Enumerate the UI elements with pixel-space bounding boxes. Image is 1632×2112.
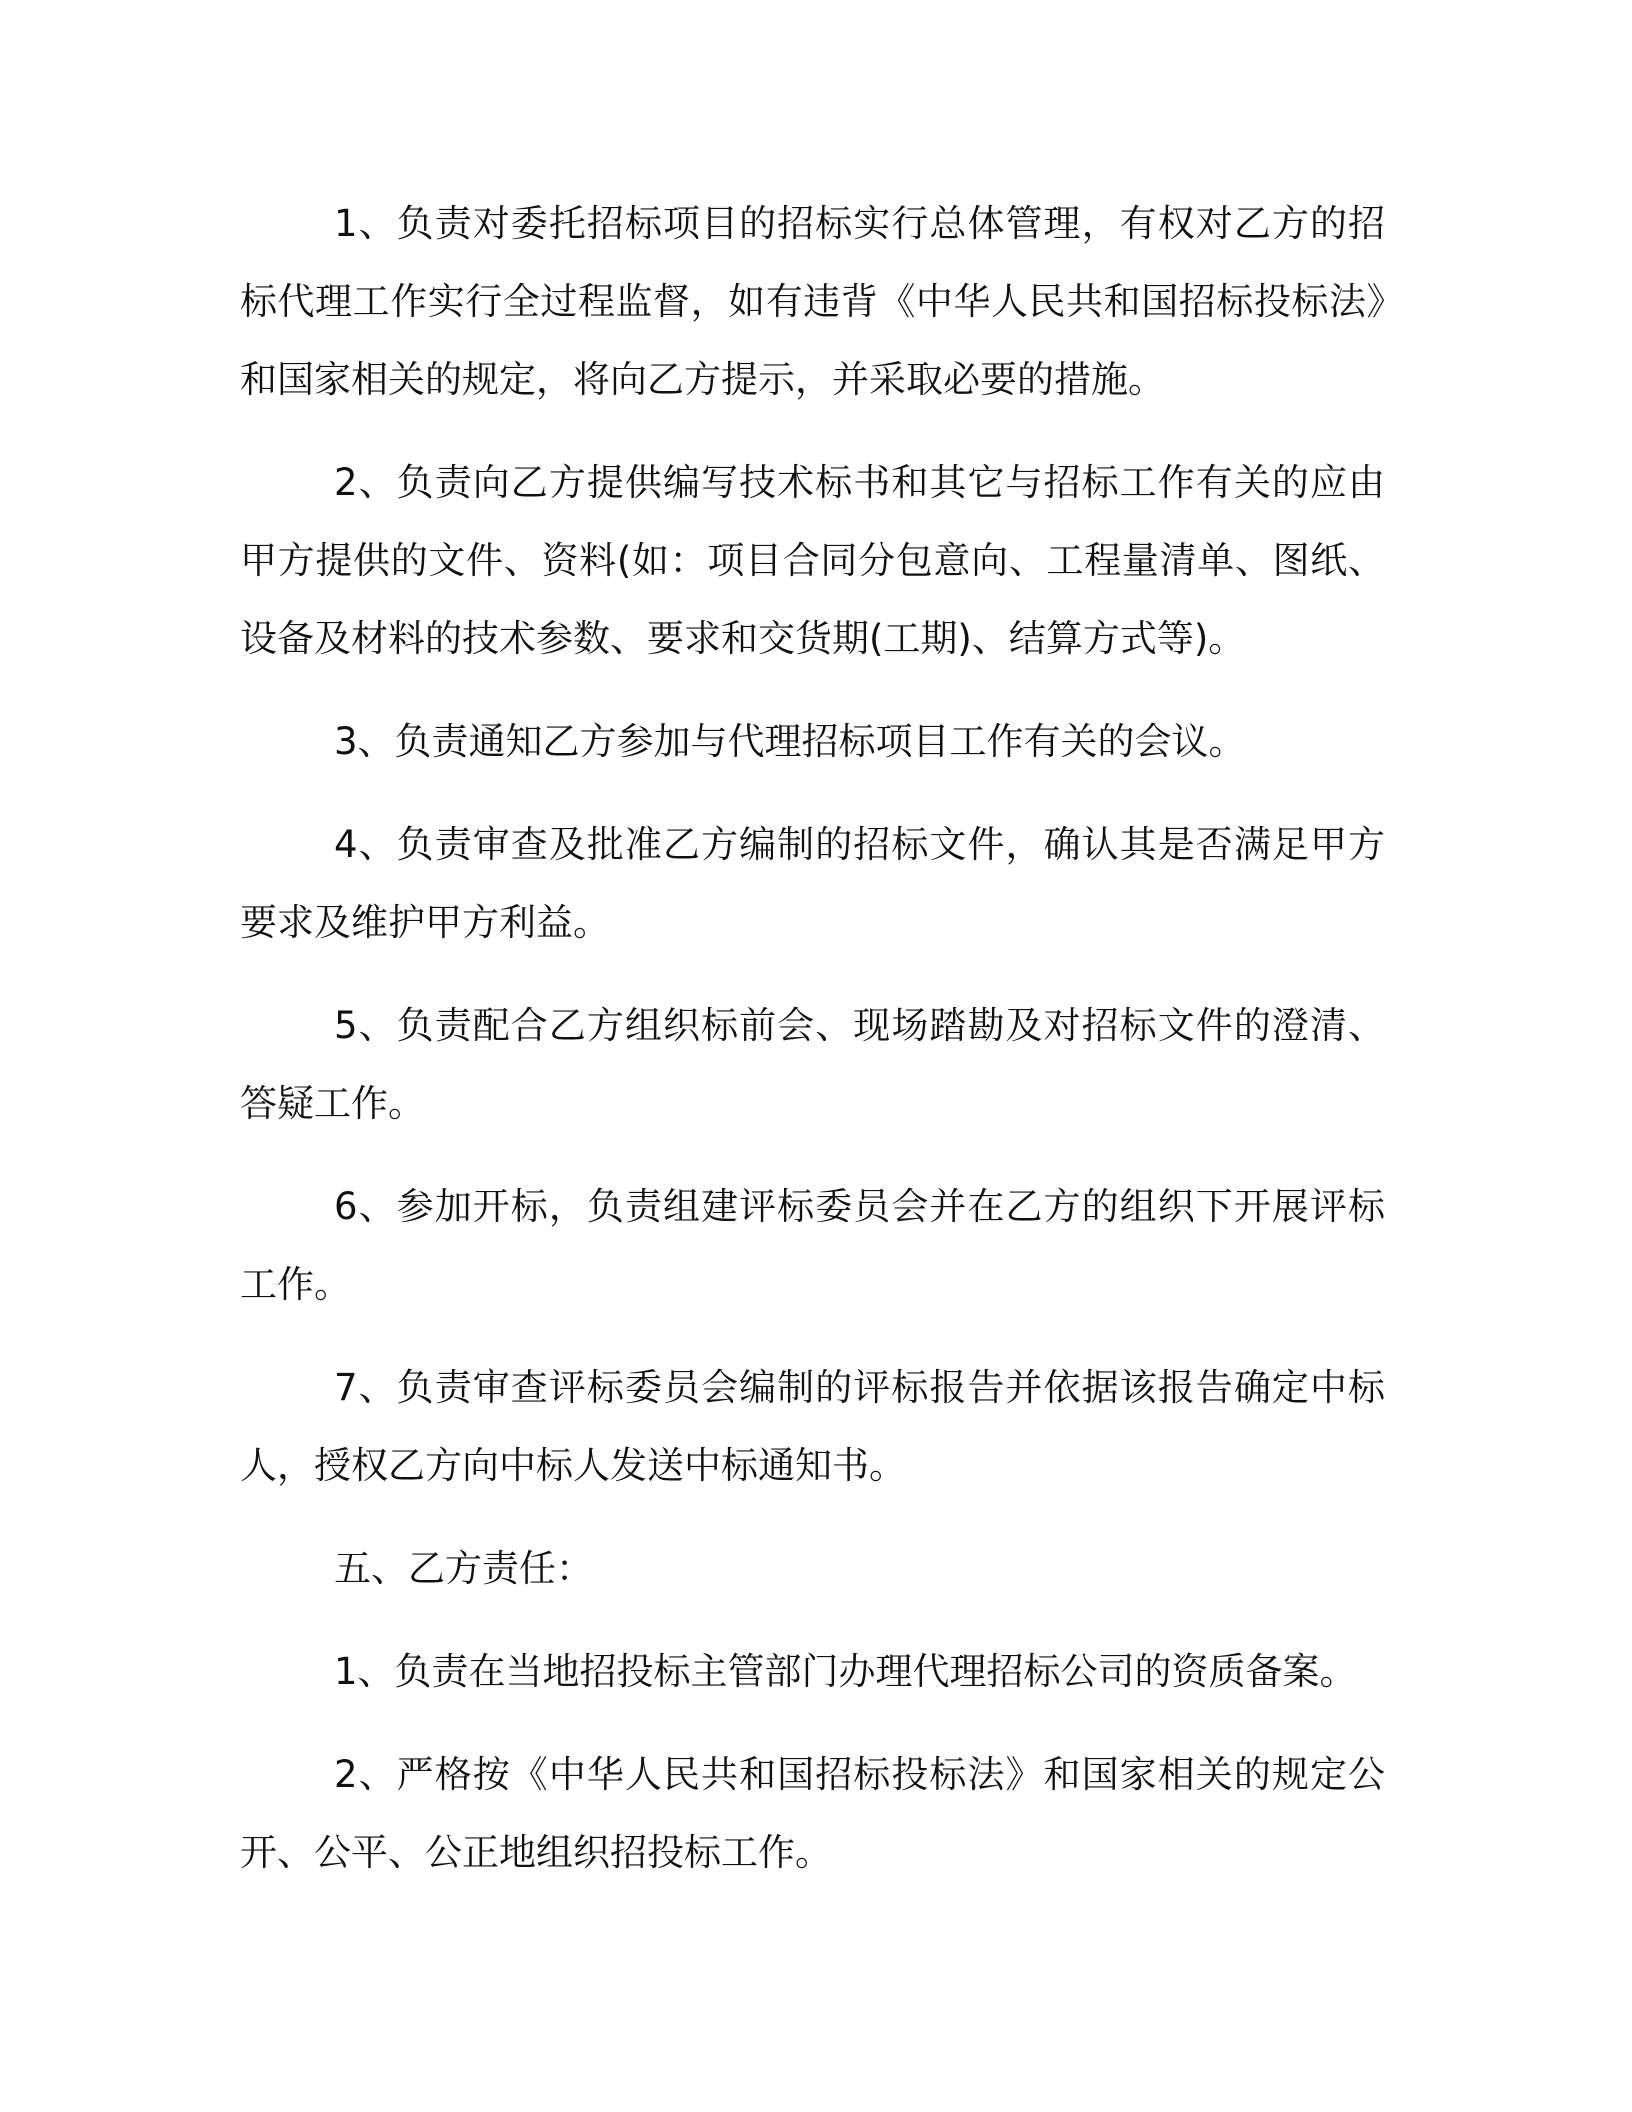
section-heading-party-b-responsibilities: 五、乙方责任： — [334, 1547, 593, 1590]
party-b-paragraph-1: 1、负责在当地招投标主管部门办理代理招标公司的资质备案。 — [334, 1650, 1357, 1693]
paragraph-1: 1、负责对委托招标项目的招标实行总体管理，有权对乙方的招标代理工作实行全过程监督，如有违背《中华人民共和国招标投标法》和国家相关的规定，将向乙方提示，并采取必要的措施。 — [240, 202, 1385, 401]
paragraph-4: 4、负责审查及批准乙方编制的招标文件，确认其是否满足甲方要求及维护甲方利益。 — [240, 823, 1385, 944]
paragraph-5: 5、负责配合乙方组织标前会、现场踏勘及对招标文件的澄清、答疑工作。 — [240, 1004, 1385, 1125]
document-body — [240, 185, 1385, 1917]
paragraph-2: 2、负责向乙方提供编写技术标书和其它与招标工作有关的应由甲方提供的文件、资料(如：项目合同分包意向、工程量清单、图纸、设备及材料的技术参数、要求和交货期(工期)、结算方式等)。 — [240, 461, 1385, 660]
paragraph-7: 7、负责审查评标委员会编制的评标报告并依据该报告确定中标人，授权乙方向中标人发送中标通知书。 — [240, 1366, 1385, 1487]
party-b-paragraph-2: 2、严格按《中华人民共和国招标投标法》和国家相关的规定公开、公平、公正地组织招投标工作。 — [240, 1753, 1385, 1874]
paragraph-6: 6、参加开标，负责组建评标委员会并在乙方的组织下开展评标工作。 — [240, 1185, 1385, 1306]
paragraph-3: 3、负责通知乙方参加与代理招标项目工作有关的会议。 — [334, 720, 1246, 763]
